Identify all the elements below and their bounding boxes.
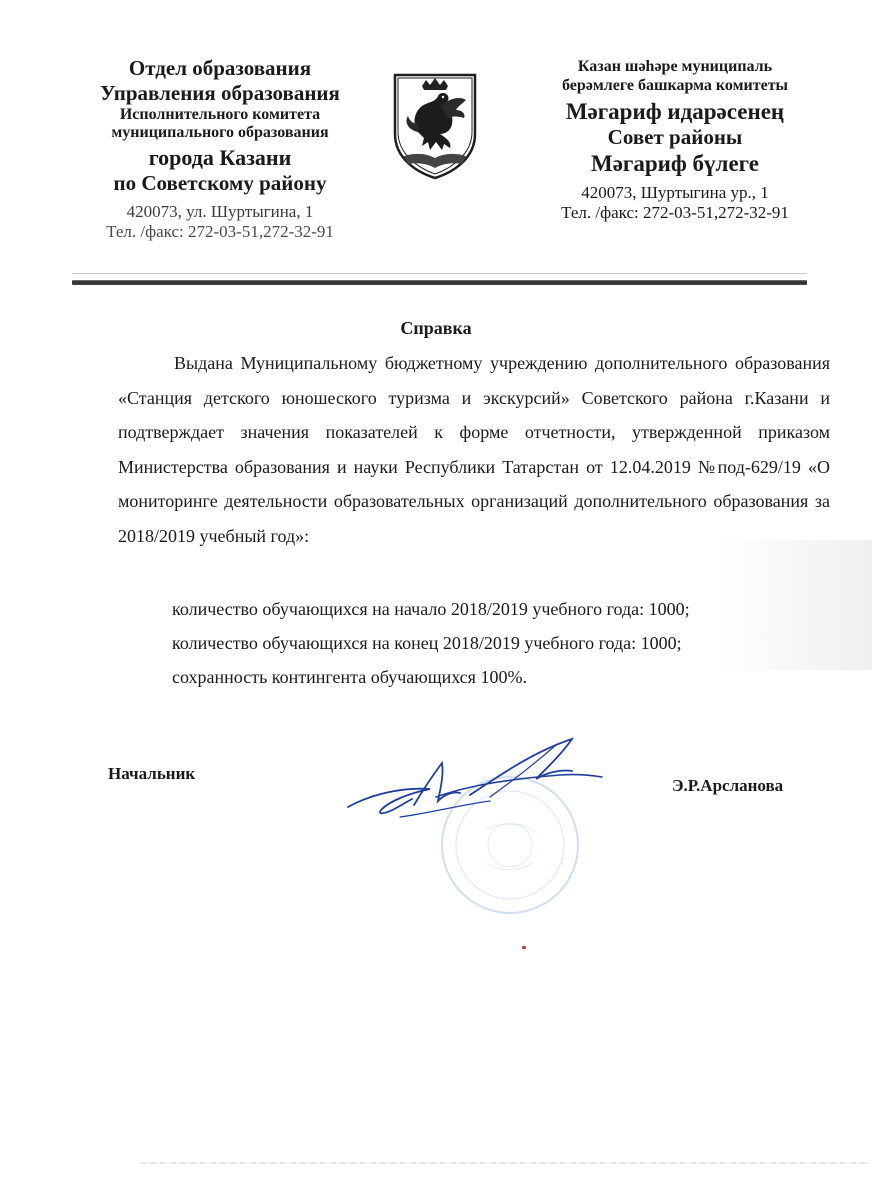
list-item: количество обучающихся на начало 2018/2019 учебного года: 1000; [172,599,690,619]
left-org-line4: муниципального образования [111,124,329,142]
header-divider-thin [72,273,807,274]
scan-speck [522,946,526,949]
left-district: по Советскому району [113,171,327,196]
right-line5: Мәгариф бүлеге [590,150,760,176]
header-left-block [70,56,370,242]
document-title: Справка [400,318,472,338]
header-right-block [515,58,835,223]
right-line3: Мәгариф идарәсенең [565,98,785,124]
handwritten-signature-icon [340,735,605,830]
signatory-name: Э.Р.Арсланова [672,776,784,795]
right-line4: Совет районы [607,124,743,149]
right-address: 420073, Шуртыгина ур., 1 [581,182,769,202]
list-item: сохранность контингента обучающихся 100%. [172,667,527,687]
left-city: города Казани [148,145,292,171]
header-divider [72,280,807,285]
left-address: 420073, ул. Шуртыгина, 1 [126,202,314,221]
left-org-line2: Управления образования [100,80,340,105]
signatory-role: Начальник [108,764,196,783]
left-org-line3: Исполнительного комитета [119,105,321,123]
left-phone: Тел. /факс: 272-03-51,272-32-91 [106,222,334,242]
scan-edge-shadow [720,540,872,670]
right-line1: Казан шәһәре муниципаль [577,58,773,75]
kazan-coat-of-arms-icon [392,72,478,180]
document-body: Выдана Муниципальному бюджетному учреждению дополнительного образования «Станция детского юношеского туризма и экскурсий» Советского района г.Казани и подтверждает значения показателей к форме отчетности, утвержденной приказом Министерства образования и науки Республики Татарстан от 12.04.2019 №под-629/19 «О мониторинге деятельности образовательных организаций дополнительного образования за 2018/2019 учебный год»: [118,353,830,546]
scan-bottom-line [140,1162,870,1164]
right-line2: берәмлеге башкарма комитеты [561,76,789,94]
list-item: количество обучающихся на конец 2018/2019 учебного года: 1000; [172,633,682,653]
right-phone: Тел. /факс: 272-03-51,272-32-91 [561,202,789,222]
left-org-line1: Отдел образования [128,56,312,80]
